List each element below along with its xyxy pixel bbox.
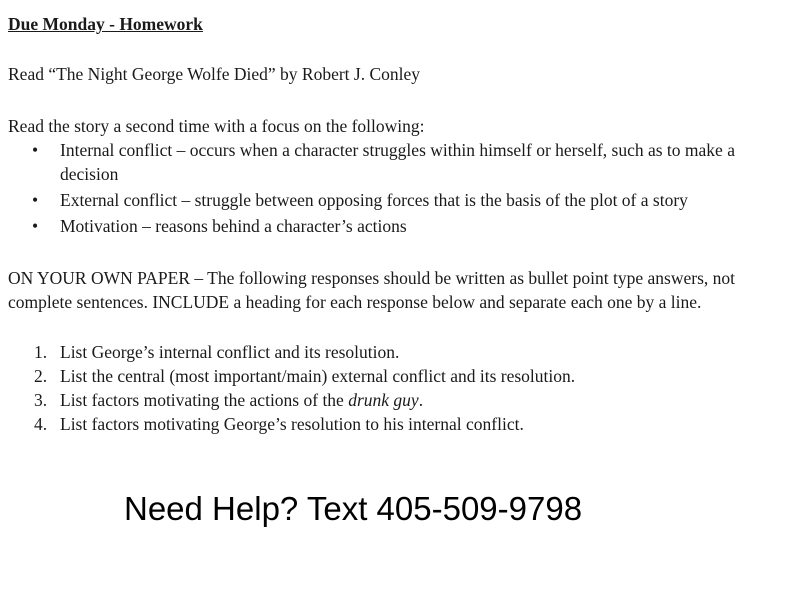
task-text-before: List factors motivating the actions of the [60, 390, 349, 410]
list-item [8, 214, 793, 238]
list-item [8, 340, 793, 364]
focus-item-external-conflict: External conflict – struggle between opposing forces that is the basis of the plot of a story [60, 190, 688, 210]
spacer [8, 238, 793, 266]
focus-intro: Read the story a second time with a focus on the following: [8, 116, 425, 136]
task-number: 1. [34, 342, 48, 362]
task-text-after: . [418, 390, 424, 410]
task-text: List factors motivating George’s resolution to his internal conflict. [60, 414, 524, 434]
focus-list [8, 138, 793, 238]
task-list [8, 340, 793, 436]
list-item [8, 412, 793, 436]
task-text-italic: drunk guy [348, 390, 419, 410]
task-number: 2. [34, 366, 48, 386]
document-title: Due Monday - Homework [8, 14, 203, 34]
list-item [8, 188, 793, 212]
list-item [8, 364, 793, 388]
homework-document [8, 12, 793, 436]
task-text [60, 390, 423, 410]
bullet-icon: • [32, 216, 39, 236]
task-text: List George’s internal conflict and its resolution. [60, 342, 400, 362]
spacer [8, 36, 793, 62]
bullet-icon: • [32, 190, 39, 210]
instructions-paragraph: ON YOUR OWN PAPER – The following responses should be written as bullet point type answers, not complete sentences. INCLUDE a heading for each response below and separate each one by a line. [8, 268, 736, 312]
help-banner: Need Help? Text 405-509-9798 [124, 490, 583, 527]
spacer [8, 314, 793, 340]
bullet-icon: • [32, 140, 39, 160]
task-number: 4. [34, 414, 48, 434]
list-item [8, 388, 793, 412]
focus-item-motivation: Motivation – reasons behind a character’s actions [60, 216, 407, 236]
task-text: List the central (most important/main) external conflict and its resolution. [60, 366, 576, 386]
focus-item-internal-conflict: Internal conflict – occurs when a character struggles within himself or herself, such as to make a decision [60, 140, 735, 184]
spacer [8, 86, 793, 114]
reading-assignment: Read “The Night George Wolfe Died” by Robert J. Conley [8, 64, 421, 84]
task-number: 3. [34, 390, 48, 410]
list-item [8, 138, 793, 186]
